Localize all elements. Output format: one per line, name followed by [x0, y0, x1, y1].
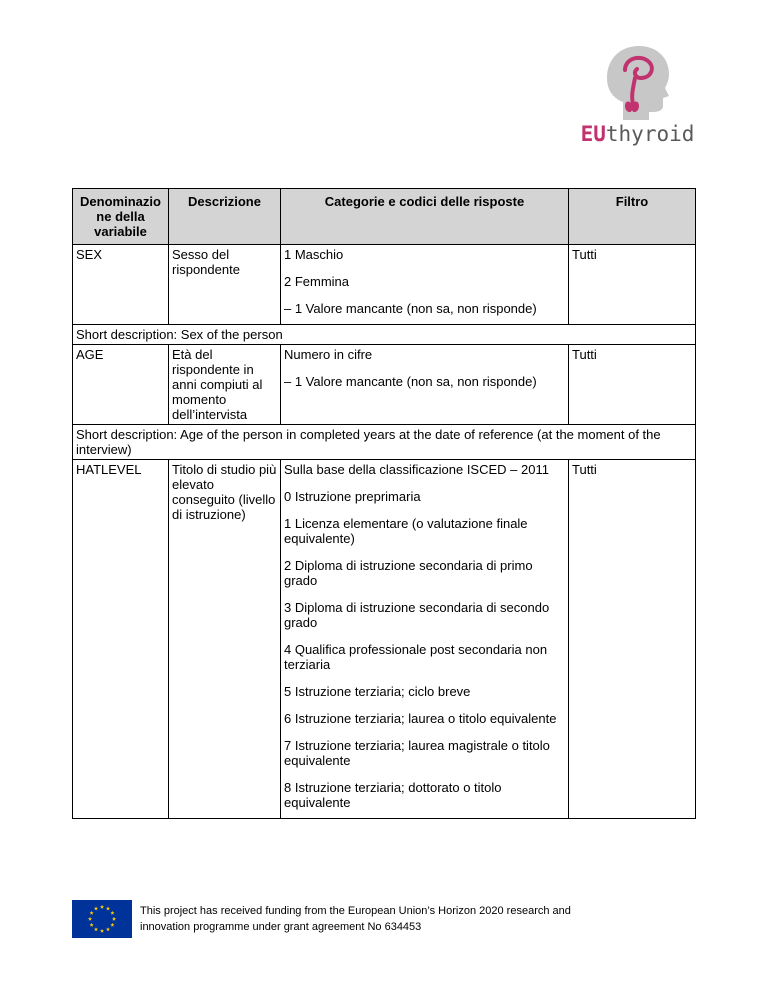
funding-text	[140, 903, 680, 935]
category-item: 2 Femmina	[284, 274, 350, 289]
logo-brand-prefix: EU	[580, 122, 606, 146]
category-item: 1 Maschio	[284, 247, 344, 262]
category-item: Sulla base della classificazione ISCED – 2011	[284, 462, 549, 477]
category-item: – 1 Valore mancante (non sa, non risponde)	[284, 374, 537, 389]
var-description: Sesso del rispondente	[169, 245, 281, 325]
table-row	[73, 245, 696, 325]
var-filter: Tutti	[569, 345, 696, 425]
category-item: – 1 Valore mancante (non sa, non risponde)	[284, 301, 537, 316]
category-item: 7 Istruzione terziaria; laurea magistrale o titolo equivalente	[284, 738, 550, 768]
funding-line-1: This project has received funding from the European Union’s Horizon 2020 research and	[140, 905, 571, 917]
var-description: Età del rispondente in anni compiuti al momento dell’intervista	[169, 345, 281, 425]
category-item: Numero in cifre	[284, 347, 373, 362]
logo-brand-suffix: thyroid	[605, 122, 695, 146]
short-description-row	[73, 425, 696, 460]
short-description: Short description: Sex of the person	[73, 325, 696, 345]
category-item: 3 Diploma di istruzione secondaria di secondo grado	[284, 600, 550, 630]
header-description: Descrizione	[169, 189, 281, 245]
header-filter: Filtro	[569, 189, 696, 245]
var-categories	[281, 460, 569, 819]
var-name: HATLEVEL	[73, 460, 169, 819]
short-description: Short description: Age of the person in completed years at the date of reference (at the moment of the interview)	[73, 425, 696, 460]
var-filter: Tutti	[569, 245, 696, 325]
category-item: 1 Licenza elementare (o valutazione finale equivalente)	[284, 516, 528, 546]
var-name: AGE	[73, 345, 169, 425]
var-categories	[281, 245, 569, 325]
header-categories: Categorie e codici delle risposte	[281, 189, 569, 245]
category-item: 5 Istruzione terziaria; ciclo breve	[284, 684, 471, 699]
header-name: Denominazio ne della variabile	[73, 189, 169, 245]
var-categories	[281, 345, 569, 425]
eu-flag-icon	[72, 900, 132, 938]
variables-table	[72, 188, 696, 819]
funding-footer	[72, 900, 692, 940]
var-name: SEX	[73, 245, 169, 325]
table-header-row	[73, 189, 696, 245]
head-thyroid-logo-icon	[595, 40, 685, 122]
var-description: Titolo di studio più elevato conseguito (livello di istruzione)	[169, 460, 281, 819]
logo-wordmark	[575, 122, 700, 146]
table-row	[73, 345, 696, 425]
short-description-row	[73, 325, 696, 345]
category-item: 8 Istruzione terziaria; dottorato o titolo equivalente	[284, 780, 502, 810]
funding-line-2: innovation programme under grant agreement No 634453	[140, 921, 422, 933]
category-item: 6 Istruzione terziaria; laurea o titolo equivalente	[284, 711, 557, 726]
category-item: 0 Istruzione preprimaria	[284, 489, 421, 504]
euthyroid-logo	[575, 40, 705, 150]
category-item: 4 Qualifica professionale post secondaria non terziaria	[284, 642, 548, 672]
table-row	[73, 460, 696, 819]
category-item: 2 Diploma di istruzione secondaria di primo grado	[284, 558, 533, 588]
var-filter: Tutti	[569, 460, 696, 819]
